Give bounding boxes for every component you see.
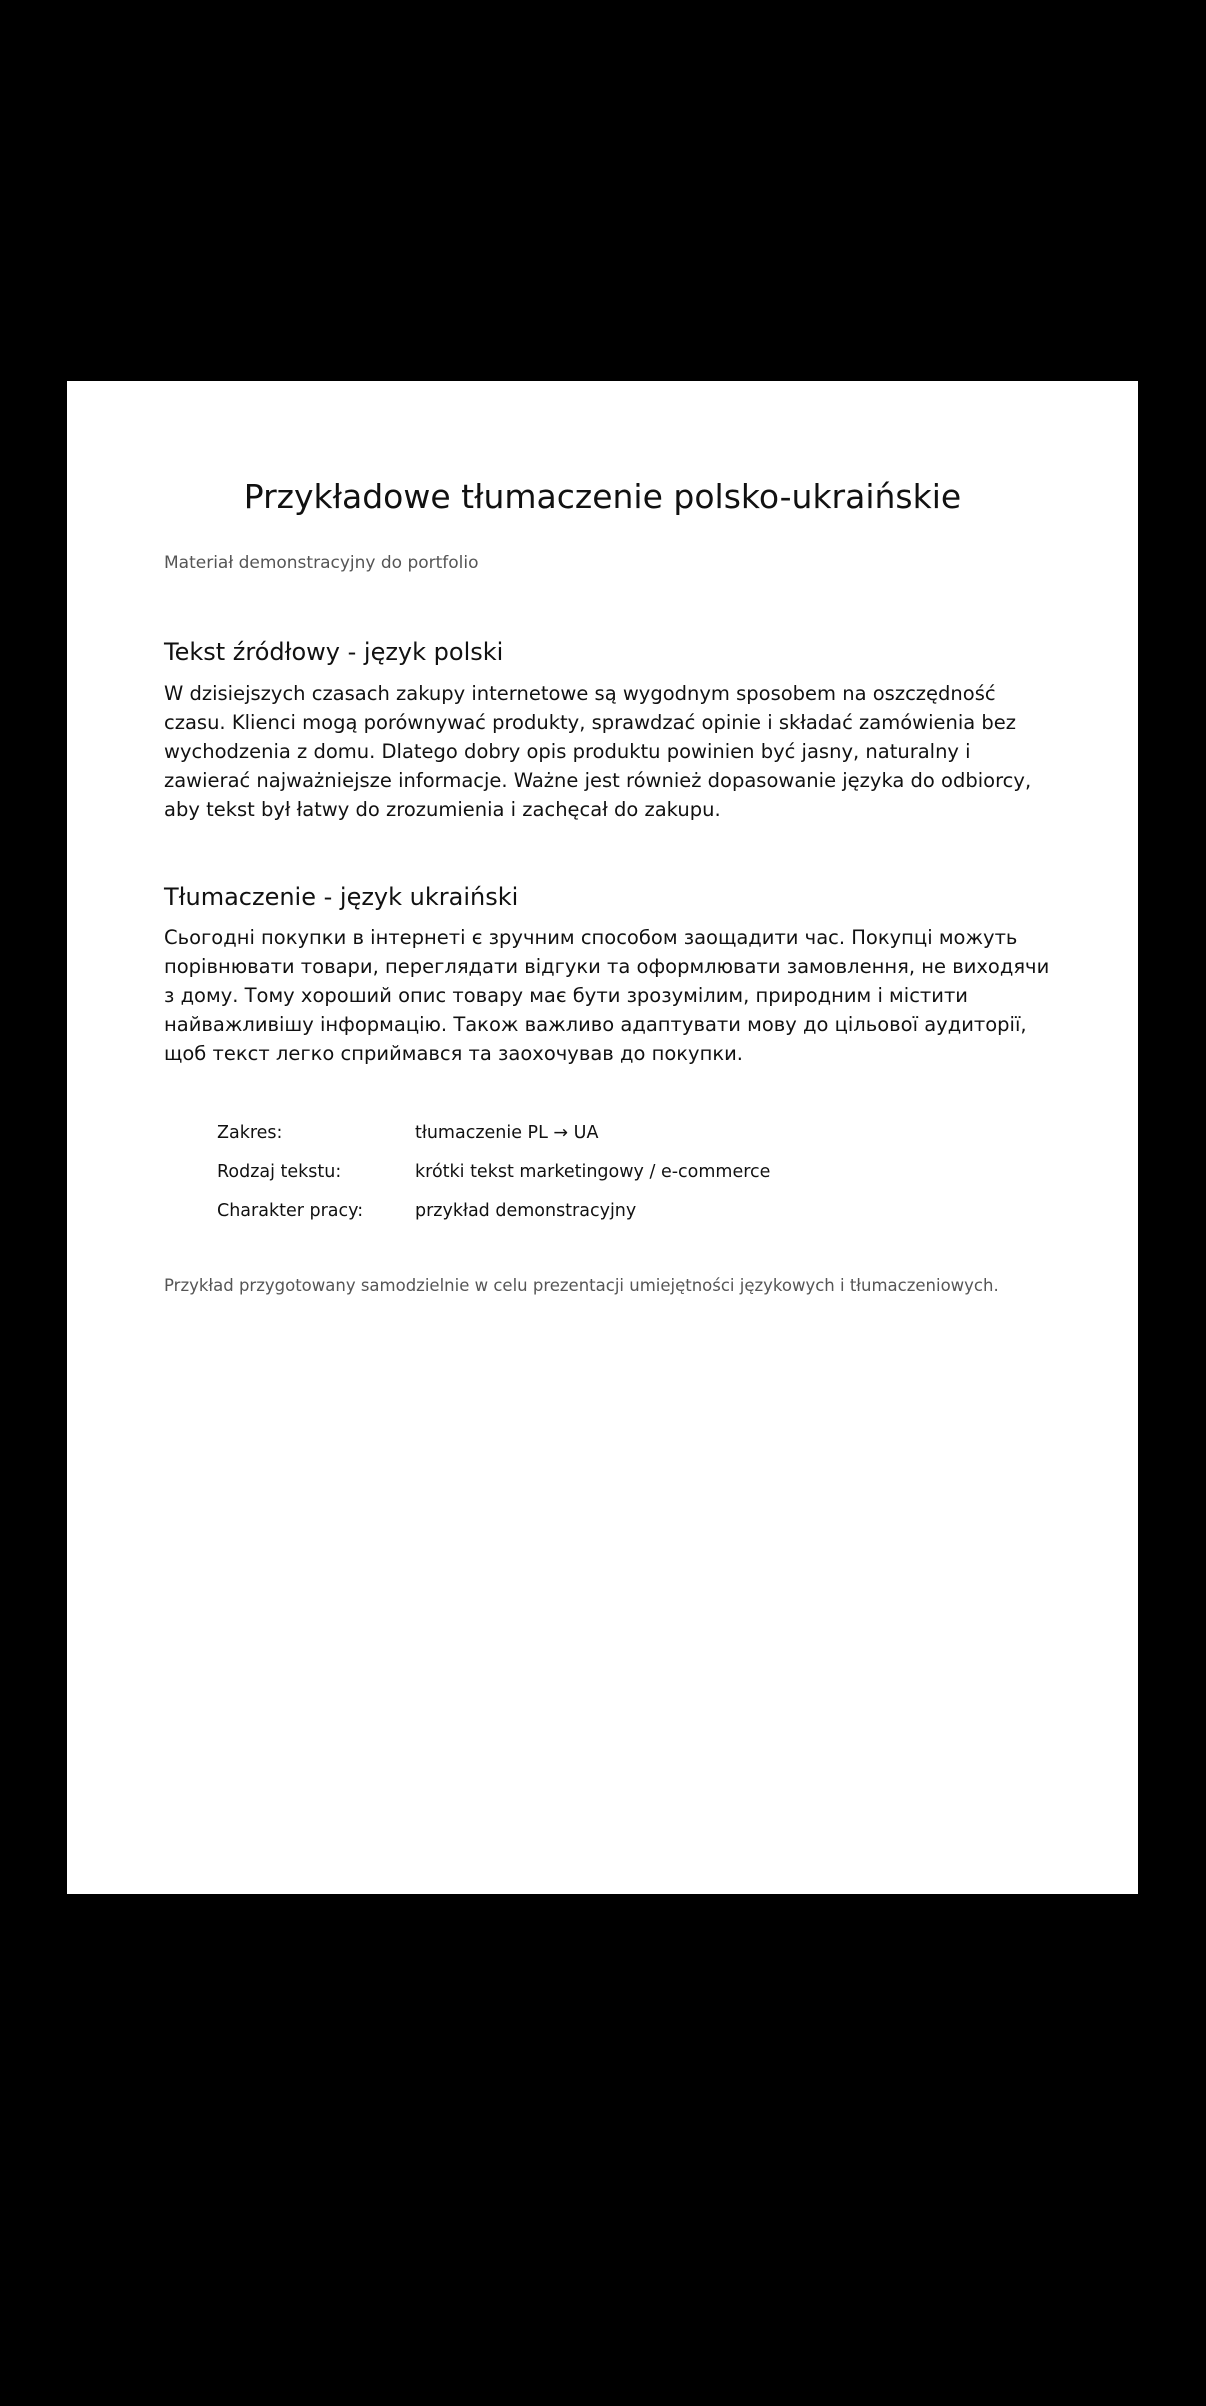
metadata-label: Zakres: <box>217 1123 283 1143</box>
metadata-value: tłumaczenie PL → UA <box>415 1123 599 1143</box>
metadata-value: krótki tekst marketingowy / e-commerce <box>415 1162 771 1182</box>
document-subtitle: Materiał demonstracyjny do portfolio <box>164 553 479 573</box>
section-heading-source: Tekst źródłowy - język polski <box>164 638 504 666</box>
section-heading-translation: Tłumaczenie - język ukraiński <box>164 883 519 911</box>
metadata-value: przykład demonstracyjny <box>415 1201 637 1221</box>
metadata-label: Charakter pracy: <box>217 1201 364 1221</box>
section-body-source: W dzisiejszych czasach zakupy internetowe są wygodnym sposobem na oszczędność czasu. Klienci mogą porównywać produkty, sprawdzać opinie i składać zamówienia bez wychodzenia z domu. Dlatego dobry opis produktu powinien być jasny, naturalny i zawierać najważniejsze informacje. Ważne jest również dopasowanie języka do odbiorcy, aby tekst był łatwy do zrozumienia i zachęcał do zakupu. <box>164 682 1032 821</box>
section-body-translation: Сьогодні покупки в інтернеті є зручним способом заощадити час. Покупці можуть порівнювати товари, переглядати відгуки та оформлювати замовлення, не виходячи з дому. Тому хороший опис товару має бути зрозумілим, природним і містити найважливішу інформацію. Також важливо адаптувати мову до цільової аудиторії, щоб текст легко сприймався та заохочував до покупки. <box>164 926 1050 1065</box>
document-page <box>67 381 1138 1894</box>
document-footnote: Przykład przygotowany samodzielnie w celu prezentacji umiejętności językowych i tłumaczeniowych. <box>164 1276 999 1295</box>
document-title: Przykładowe tłumaczenie polsko-ukraińskie <box>243 477 962 516</box>
metadata-label: Rodzaj tekstu: <box>217 1162 342 1182</box>
